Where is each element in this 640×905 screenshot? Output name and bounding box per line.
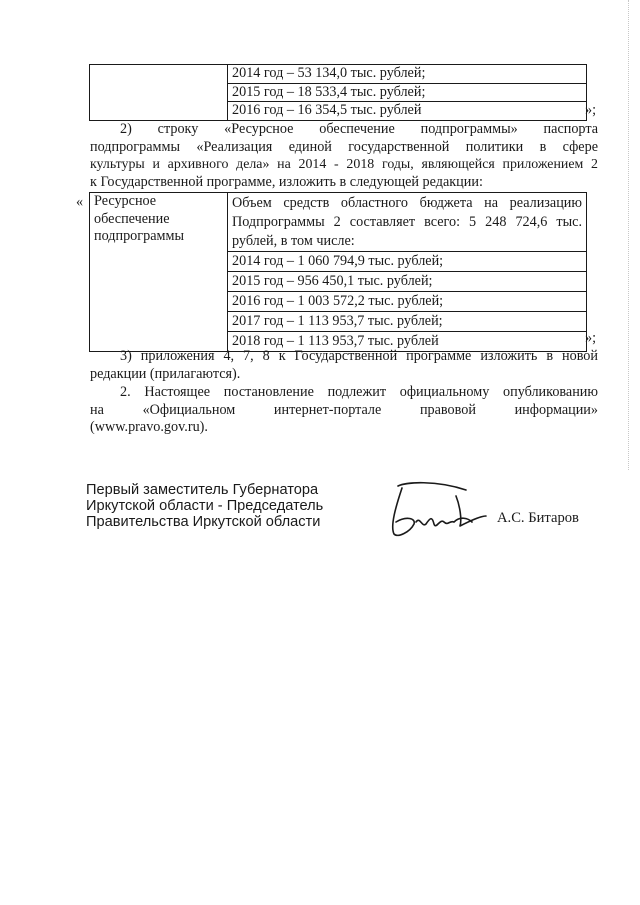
year-line: 2014 год – 53 134,0 тыс. рублей; — [228, 65, 586, 84]
position-line: Иркутской области - Председатель — [86, 498, 324, 514]
table-right-cell — [228, 193, 587, 352]
year-line: 2018 год – 1 113 953,7 тыс. рублей — [232, 333, 439, 349]
intro-line: Подпрограммы 2 составляет всего: 5 248 724,6 тыс. — [232, 214, 582, 230]
page-edge-dotted-line — [628, 0, 629, 470]
paragraph-line: к Государственной программе, изложить в следующей редакции: — [90, 173, 483, 190]
intro-line: рублей, в том числе: — [232, 233, 355, 249]
paragraph-line: (www.pravo.gov.ru). — [90, 419, 208, 436]
budget-intro — [232, 193, 582, 251]
year-line: 2015 год – 956 450,1 тыс. рублей; — [228, 272, 586, 292]
paragraph-line: культуры и архивного дела» на 2014 - 2018 годы, являющейся приложением 2 — [90, 157, 598, 173]
paragraph-line: 2) строку «Ресурсное обеспечение подпрограммы» паспорта — [120, 121, 598, 137]
resource-support-table — [89, 192, 587, 352]
signatory-name: А.С. Битаров — [497, 510, 579, 526]
signatory-position — [86, 482, 323, 530]
paragraph-line: редакции (прилагаются). — [90, 365, 241, 382]
position-line: Первый заместитель Губернатора — [86, 482, 319, 498]
opening-quote-mark: « — [76, 194, 84, 210]
paragraph-line: на «Официальном интернет-портале правовой информации» — [90, 401, 598, 418]
position-line: Правительства Иркутской области — [86, 514, 321, 530]
table-left-cell-empty — [90, 65, 228, 121]
paragraph-item-3 — [90, 348, 598, 383]
year-line: 2017 год – 1 113 953,7 тыс. рублей; — [228, 312, 586, 332]
closing-quote-mark: »; — [585, 102, 597, 118]
paragraph-line: 2. Настоящее постановление подлежит официальному опубликованию — [120, 384, 598, 400]
left-cell-line: Ресурсное — [94, 193, 157, 209]
paragraph-publication — [90, 384, 598, 437]
left-cell-line: обеспечение — [94, 210, 170, 227]
table-left-cell — [90, 193, 228, 352]
year-line: 2014 год – 1 060 794,9 тыс. рублей; — [228, 251, 586, 272]
table-right-cell — [228, 65, 587, 121]
paragraph-item-2 — [90, 121, 598, 191]
funding-table-top — [89, 64, 587, 121]
left-cell-line: подпрограммы — [94, 228, 184, 245]
handwritten-signature — [376, 476, 496, 546]
paragraph-line: подпрограммы «Реализация единой государственной политики в сфере — [90, 138, 598, 155]
closing-quote-mark: »; — [585, 330, 597, 346]
intro-line: Объем средств областного бюджета на реализацию — [232, 195, 582, 211]
year-line: 2016 год – 16 354,5 тыс. рублей — [232, 102, 422, 119]
year-line: 2016 год – 1 003 572,2 тыс. рублей; — [228, 292, 586, 312]
paragraph-line: 3) приложения 4, 7, 8 к Государственной программе изложить в новой — [120, 348, 598, 364]
year-line: 2015 год – 18 533,4 тыс. рублей; — [228, 84, 586, 103]
